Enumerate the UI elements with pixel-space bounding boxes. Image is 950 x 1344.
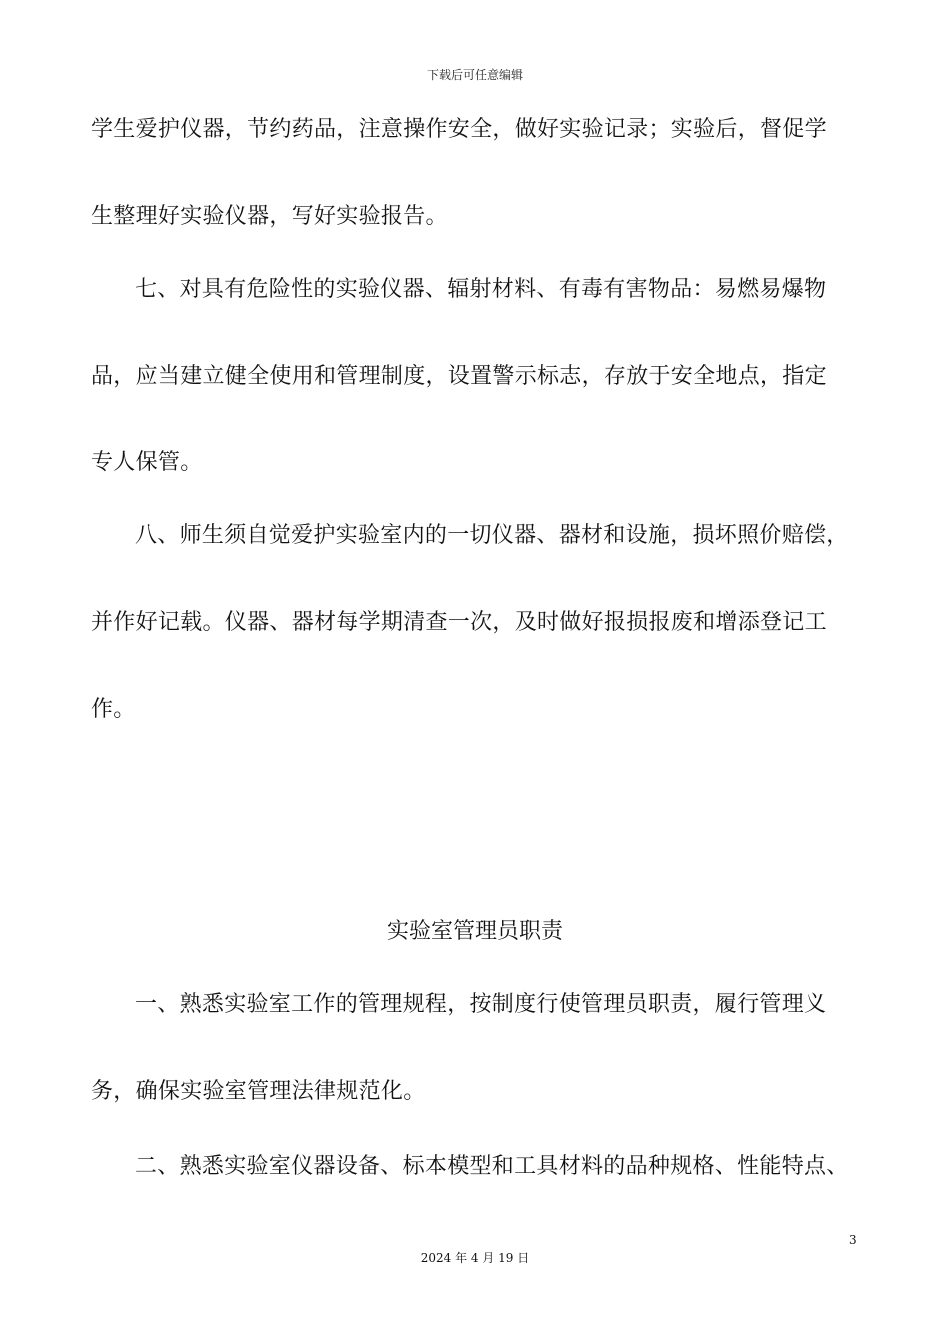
- footer-date: 2024 年 4 月 19 日: [420, 1251, 530, 1265]
- paragraph-line: 品，应当建立健全使用和管理制度，设置警示标志，存放于安全地点，指定: [91, 364, 827, 389]
- paragraph-line: 专人保管。: [91, 450, 203, 475]
- paragraph-line: 七、对具有危险性的实验仪器、辐射材料、有毒有害物品：易燃易爆物: [135, 277, 827, 302]
- paragraph-line: 作。: [91, 697, 136, 722]
- paragraph-line: 八、师生须自觉爱护实验室内的一切仪器、器材和设施，损坏照价赔偿，: [135, 523, 849, 548]
- paragraph-line: 学生爱护仪器，节约药品，注意操作安全，做好实验记录；实验后，督促学: [91, 117, 827, 142]
- header-note: 下载后可任意编辑: [426, 68, 523, 82]
- paragraph-line: 生整理好实验仪器，写好实验报告。: [91, 204, 448, 229]
- page-number: 3: [849, 1233, 857, 1247]
- paragraph-line: 二、熟悉实验室仪器设备、标本模型和工具材料的品种规格、性能特点、: [135, 1154, 849, 1179]
- paragraph-line: 务，确保实验室管理法律规范化。: [91, 1079, 426, 1104]
- paragraph-line: 并作好记载。仪器、器材每学期清查一次，及时做好报损报废和增添登记工: [91, 610, 827, 635]
- section-title: 实验室管理员职责: [386, 919, 563, 944]
- paragraph-line: 一、熟悉实验室工作的管理规程，按制度行使管理员职责，履行管理义: [135, 992, 827, 1017]
